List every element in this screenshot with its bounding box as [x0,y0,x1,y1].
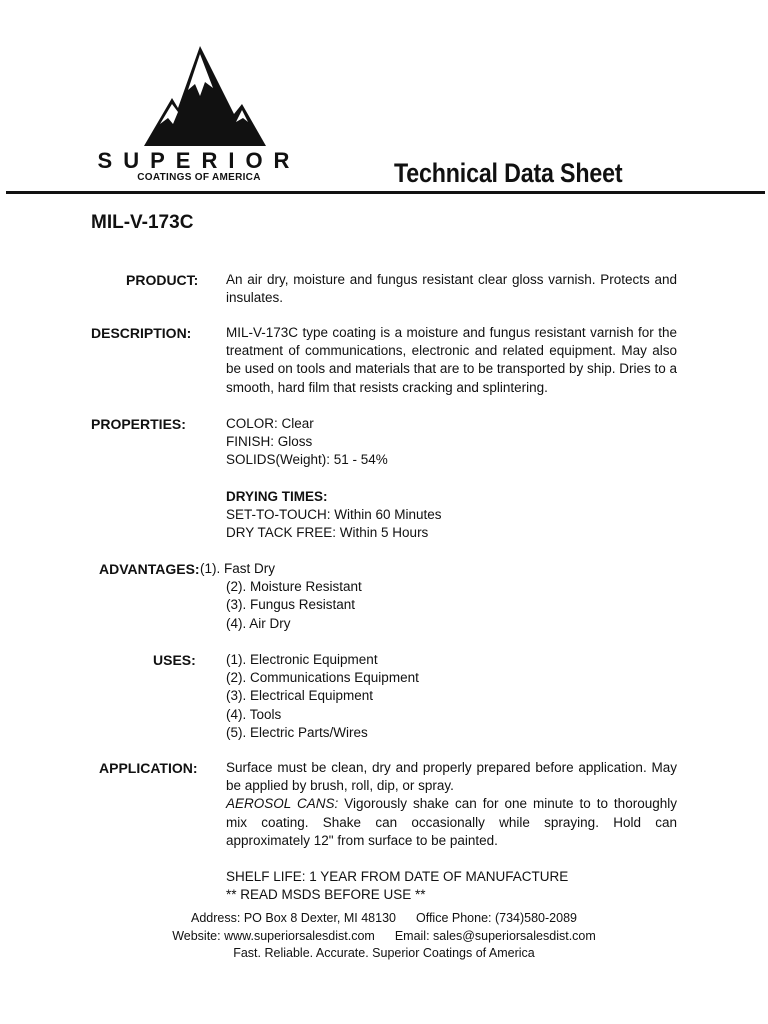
footer-web-line [0,928,768,946]
brand-name: SUPERIOR [97,148,301,173]
footer-address: Address: PO Box 8 Dexter, MI 48130 [191,911,396,925]
footer-email: Email: sales@superiorsalesdist.com [394,928,596,943]
shelf-life: SHELF LIFE: 1 YEAR FROM DATE OF MANUFACTURE [226,869,569,885]
description-text: MIL-V-173C type coating is a moisture and fungus resistant varnish for the treatment of communications, electronic and related equipment. May also be used on tools and materials that are to be transported by ship. Dries to a smooth, hard film that resists cracking and splintering. [226,325,678,395]
properties-label: PROPERTIES: [91,416,186,432]
description-label: DESCRIPTION: [91,325,192,341]
application-block [226,759,677,905]
product-text: An air dry, moisture and fungus resistant clear gloss varnish. Protects and insulates. [226,272,677,306]
document-title: Technical Data Sheet [394,158,623,188]
footer-slogan: Fast. Reliable. Accurate. Superior Coatings of America [233,946,535,960]
advantage-item: (1). Fast Dry [200,561,276,576]
aerosol-text: Vigorously shake can for one minute to to thoroughly mix coating. Shake can occasionally while spraying. Hold can approximately 12" from surface to be painted. [226,796,677,848]
property-finish: FINISH: Gloss [226,434,313,450]
advantages-first [200,560,275,578]
header-divider [6,191,765,194]
advantages-label: ADVANTAGES: [99,561,200,577]
properties-block [226,415,442,542]
property-color: COLOR: Clear [226,416,314,431]
drying-set-to-touch: SET-TO-TOUCH: Within 60 Minutes [226,507,442,522]
uses-label: USES: [153,652,196,668]
application-text: Surface must be clean, dry and properly prepared before application. May be applied by brush, roll, dip, or spray. [226,760,677,794]
use-item: (4). Tools [226,706,282,722]
aerosol-label: AEROSOL CANS: [226,796,339,812]
advantage-item: (2). Moisture Resistant [226,579,362,595]
company-logo [94,44,304,186]
property-solids: SOLIDS(Weight): 51 - 54% [226,452,388,468]
use-item: (5). Electric Parts/Wires [226,724,368,740]
product-label: PRODUCT: [126,272,199,288]
drying-tack-free: DRY TACK FREE: Within 5 Hours [226,525,429,541]
advantage-item: (3). Fungus Resistant [226,597,356,613]
use-item: (3). Electrical Equipment [226,688,374,704]
uses-list [226,651,419,742]
advantages-list [226,578,362,633]
use-item: (1). Electronic Equipment [226,652,378,667]
footer-website: Website: www.superiorsalesdist.com [172,928,375,943]
footer-contact-line [0,910,768,928]
use-item: (2). Communications Equipment [226,670,419,686]
msds-note: ** READ MSDS BEFORE USE ** [226,887,426,903]
mountain-peaks-icon [142,44,266,148]
brand-tagline: COATINGS OF AMERICA [137,172,261,183]
footer-phone: Office Phone: (734)580-2089 [415,911,577,925]
advantage-item: (4). Air Dry [226,615,291,631]
page-footer [0,910,768,963]
aerosol-instructions [226,795,677,850]
application-label: APPLICATION: [99,760,198,776]
drying-times-heading: DRYING TIMES: [226,488,328,504]
product-code: MIL-V-173C [91,212,194,233]
